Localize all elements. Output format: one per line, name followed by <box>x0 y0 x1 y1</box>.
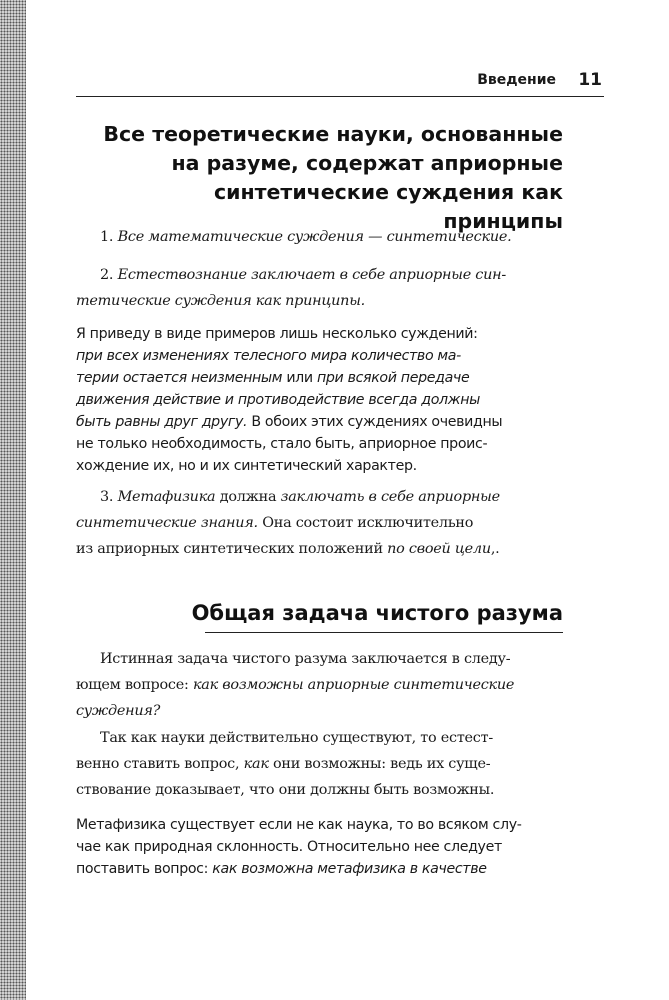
paragraph-metaphysics: 3. Метафизика должна заключать в себе априорные синтетические знания. Она состоит исключительно из априорных синтетических положений по своей цели,. <box>76 489 500 557</box>
paragraph-true-task: Истинная задача чистого разума заключается в следу- ющем вопросе: как возможны априорные синтетические суждения? <box>76 651 515 719</box>
paragraph-sciences-exist: Так как науки действительно существуют, то естест- венно ставить вопрос, как они возможны: ведь их суще- ствование доказывает, что они должны быть возможны. <box>76 730 495 798</box>
halftone-margin-strip <box>0 0 26 1000</box>
page-number: 11 <box>578 70 602 90</box>
paragraph-examples: Я приведу в виде примеров лишь несколько суждений: при всех изменениях телесного мира количество ма- терии остается неизменным или при всякой передаче движения действие и противодействие всегда должны быть равны друг другу. В обоих этих суждениях очевидны не только необходимость, стало быть, априорное проис- хождение их, но и их синтетический характер. <box>76 326 503 474</box>
heading-underline <box>205 632 563 633</box>
running-header <box>76 70 604 97</box>
paragraph-math-judgments: 1. Все математические суждения — синтетические. <box>100 229 512 245</box>
section-heading-theoretical-sciences: Все теоретические науки, основанные на разуме, содержат априорные синтетические суждения как принципы <box>103 122 563 233</box>
header-section-title: Введение <box>477 72 556 88</box>
paragraph-metaphysics-exists: Метафизика существует если не как наука, то во всяком слу- чае как природная склонность. Относительно нее следует поставить вопрос: как возможна метафизика в качестве <box>76 817 522 877</box>
paragraph-natural-science: 2. Естествознание заключает в себе априорные син- тетические суждения как принципы. <box>76 267 506 309</box>
section-heading-general-task: Общая задача чистого разума <box>191 601 563 625</box>
